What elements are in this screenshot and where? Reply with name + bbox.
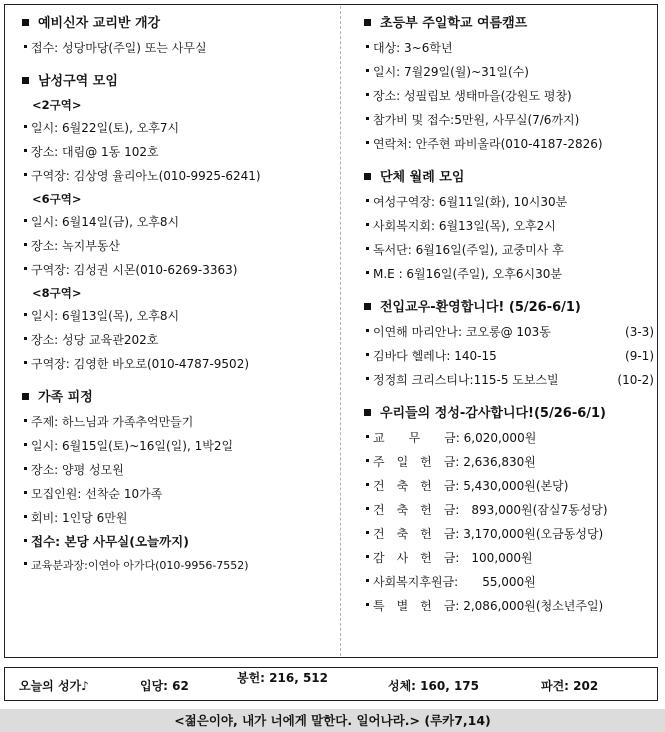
notice-line (20, 116, 338, 140)
line-text: 사회복지후원금: 55,000원 (373, 575, 536, 589)
line-text: 대상: 3~6학년 (373, 41, 453, 55)
section-title-text: 예비신자 교리반 개강 (38, 16, 161, 31)
notice-section (20, 70, 338, 376)
notice-section (362, 166, 658, 286)
notice-line (362, 570, 658, 594)
notice-line (362, 108, 658, 132)
notice-line (362, 522, 658, 546)
notice-line: <8구역> (32, 286, 82, 300)
section-title-text: 단체 월례 모임 (380, 170, 465, 185)
section-title (362, 296, 658, 320)
district-code: (3-3) (625, 325, 654, 339)
notice-line (362, 190, 658, 214)
dot-bullet-icon (24, 491, 27, 494)
line-text: 건 축 헌 금: 5,430,000원(본당) (373, 479, 569, 493)
line-text: 장소: 성당 교육관202호 (31, 333, 159, 347)
dot-bullet-icon (24, 337, 27, 340)
notice-line (20, 164, 338, 188)
notice-line (20, 410, 338, 434)
square-bullet-icon (22, 19, 29, 26)
line-text: 연락처: 안주현 파비올라(010-4187-2826) (373, 137, 603, 151)
notice-line (362, 320, 658, 344)
dot-bullet-icon (366, 459, 369, 462)
dot-bullet-icon (24, 45, 27, 48)
notice-line (20, 258, 338, 282)
dot-bullet-icon (24, 467, 27, 470)
dot-bullet-icon (24, 173, 27, 176)
notice-line (20, 352, 338, 376)
dot-bullet-icon (366, 377, 369, 380)
line-text: 일시: 7월29일(월)~31일(수) (373, 65, 529, 79)
notice-line (20, 304, 338, 328)
dot-bullet-icon (366, 435, 369, 438)
dot-bullet-icon (24, 125, 27, 128)
notice-line (20, 554, 338, 578)
section-title (362, 402, 658, 426)
line-text: 구역장: 김상영 율리아노(010-9925-6241) (31, 169, 261, 183)
notice-line (362, 84, 658, 108)
notice-line (20, 458, 338, 482)
dot-bullet-icon (366, 353, 369, 356)
line-text: 장소: 녹지부동산 (31, 239, 121, 253)
dot-bullet-icon (366, 603, 369, 606)
line-text: 모집인원: 선착순 10가족 (31, 487, 163, 501)
line-text: 장소: 양평 성모원 (31, 463, 124, 477)
dot-bullet-icon (366, 507, 369, 510)
line-text: 정정희 크리스티나:115-5 도보스빌 (373, 373, 559, 387)
line-text: 독서단: 6월16일(주일), 교중미사 후 (373, 243, 564, 257)
section-title (362, 12, 658, 36)
notice-section (20, 12, 338, 60)
dot-bullet-icon (366, 555, 369, 558)
notice-line (362, 498, 658, 522)
square-bullet-icon (364, 173, 371, 180)
line-text: 구역장: 김성권 시몬(010-6269-3363) (31, 263, 238, 277)
dot-bullet-icon (366, 247, 369, 250)
line-text: M.E : 6월16일(주일), 오후6시30분 (373, 267, 562, 281)
notice-line (362, 214, 658, 238)
line-text: 일시: 6월13일(목), 오후8시 (31, 309, 180, 323)
notice-line (362, 426, 658, 450)
line-text: 이연해 마리안나: 코오롱@ 103동 (373, 325, 551, 339)
square-bullet-icon (22, 393, 29, 400)
notice-line (20, 210, 338, 234)
line-text: 건 축 헌 금: 893,000원(잠실7동성당) (373, 503, 608, 517)
line-text: 감 사 헌 금: 100,000원 (373, 551, 533, 565)
notice-line (20, 530, 338, 554)
square-bullet-icon (364, 19, 371, 26)
notice-section (20, 386, 338, 578)
square-bullet-icon (364, 409, 371, 416)
notice-line (362, 132, 658, 156)
dot-bullet-icon (24, 443, 27, 446)
line-text: 접수: 본당 사무실(오늘까지) (31, 534, 189, 549)
district-code: (9-1) (625, 349, 654, 363)
dot-bullet-icon (24, 313, 27, 316)
section-title (20, 386, 338, 410)
line-left (362, 320, 551, 344)
line-text: 일시: 6월15일(토)~16일(일), 1박2일 (31, 439, 234, 453)
notice-section (362, 296, 658, 392)
notice-line (20, 434, 338, 458)
dot-bullet-icon (366, 199, 369, 202)
dot-bullet-icon (24, 267, 27, 270)
notice-section (362, 12, 658, 156)
dot-bullet-icon (24, 539, 27, 542)
section-title-text: 전입교우-환영합니다! (5/26-6/1) (380, 300, 581, 315)
notice-line: <6구역> (32, 192, 82, 206)
notice-line (362, 262, 658, 286)
offertory-hymn: 봉헌: 216, 512 (237, 671, 328, 685)
right-column (362, 12, 658, 628)
dot-bullet-icon (24, 562, 27, 565)
dot-bullet-icon (24, 149, 27, 152)
section-title-text: 우리들의 정성-감사합니다!(5/26-6/1) (380, 406, 606, 421)
dot-bullet-icon (366, 483, 369, 486)
line-text: 건 축 헌 금: 3,170,000원(오금동성당) (373, 527, 604, 541)
dot-bullet-icon (366, 117, 369, 120)
section-title (20, 12, 338, 36)
district-code: (10-2) (617, 373, 654, 387)
notice-line (20, 36, 338, 60)
line-text: 여성구역장: 6월11일(화), 10시30분 (373, 195, 568, 209)
notice-line (20, 328, 338, 352)
column-divider (340, 6, 342, 656)
notice-line (20, 234, 338, 258)
dismissal-hymn: 파견: 202 (541, 679, 599, 693)
section-title-text: 초등부 주일학교 여름캠프 (380, 16, 528, 31)
notice-line (20, 506, 338, 530)
dot-bullet-icon (366, 271, 369, 274)
dot-bullet-icon (24, 361, 27, 364)
notice-line (362, 60, 658, 84)
line-text: 특 별 헌 금: 2,086,000원(청소년주일) (373, 599, 604, 613)
dot-bullet-icon (366, 223, 369, 226)
notice-line (362, 594, 658, 618)
notice-line (362, 546, 658, 570)
notice-line (362, 368, 658, 392)
stats-label: 오늘의 성가♪ (19, 679, 89, 693)
line-text: 주제: 하느님과 가족추억만들기 (31, 415, 194, 429)
notice-line (20, 140, 338, 164)
dot-bullet-icon (366, 93, 369, 96)
notice-line (362, 344, 658, 368)
line-text: 주 일 헌 금: 2,636,830원 (373, 455, 536, 469)
square-bullet-icon (364, 303, 371, 310)
dot-bullet-icon (24, 219, 27, 222)
line-text: 교 무 금: 6,020,000원 (373, 431, 537, 445)
dot-bullet-icon (366, 531, 369, 534)
dot-bullet-icon (24, 243, 27, 246)
notice-line (20, 482, 338, 506)
stats-bar (4, 667, 658, 701)
left-column (20, 12, 338, 588)
dot-bullet-icon (366, 69, 369, 72)
line-left (362, 344, 497, 368)
line-text: 장소: 대림@ 1동 102호 (31, 145, 159, 159)
line-text: 김바다 헬레나: 140-15 (373, 349, 497, 363)
dot-bullet-icon (24, 419, 27, 422)
notice-line (362, 238, 658, 262)
notice-line (362, 474, 658, 498)
section-title (362, 166, 658, 190)
notice-line: <2구역> (32, 98, 82, 112)
line-text: 일시: 6월22일(토), 오후7시 (31, 121, 180, 135)
dot-bullet-icon (366, 329, 369, 332)
notice-line (362, 36, 658, 60)
line-left (362, 368, 559, 392)
line-text: 구역장: 김영한 바오로(010-4787-9502) (31, 357, 250, 371)
gospel-verse: <젊은이야, 내가 너에게 말한다. 일어나라.> (루카7,14) (0, 709, 665, 732)
line-text: 참가비 및 접수:5만원, 사무실(7/6까지) (373, 113, 580, 127)
entrance-hymn: 입당: 62 (140, 679, 189, 693)
notice-line (362, 450, 658, 474)
section-title-text: 남성구역 모임 (38, 74, 118, 89)
dot-bullet-icon (366, 45, 369, 48)
line-text: 접수: 성당마당(주일) 또는 사무실 (31, 41, 207, 55)
line-text: 일시: 6월14일(금), 오후8시 (31, 215, 180, 229)
square-bullet-icon (22, 77, 29, 84)
dot-bullet-icon (366, 579, 369, 582)
line-text: 사회복지회: 6월13일(목), 오후2시 (373, 219, 556, 233)
line-text: 회비: 1인당 6만원 (31, 511, 128, 525)
communion-hymn: 성체: 160, 175 (388, 679, 479, 693)
section-title-text: 가족 피정 (38, 390, 93, 405)
line-text: 장소: 성필립보 생태마을(강원도 평창) (373, 89, 572, 103)
notice-section (362, 402, 658, 618)
dot-bullet-icon (24, 515, 27, 518)
line-text: 교육분과장:이연아 아가다(010-9956-7552) (31, 559, 249, 572)
dot-bullet-icon (366, 141, 369, 144)
section-title (20, 70, 338, 94)
